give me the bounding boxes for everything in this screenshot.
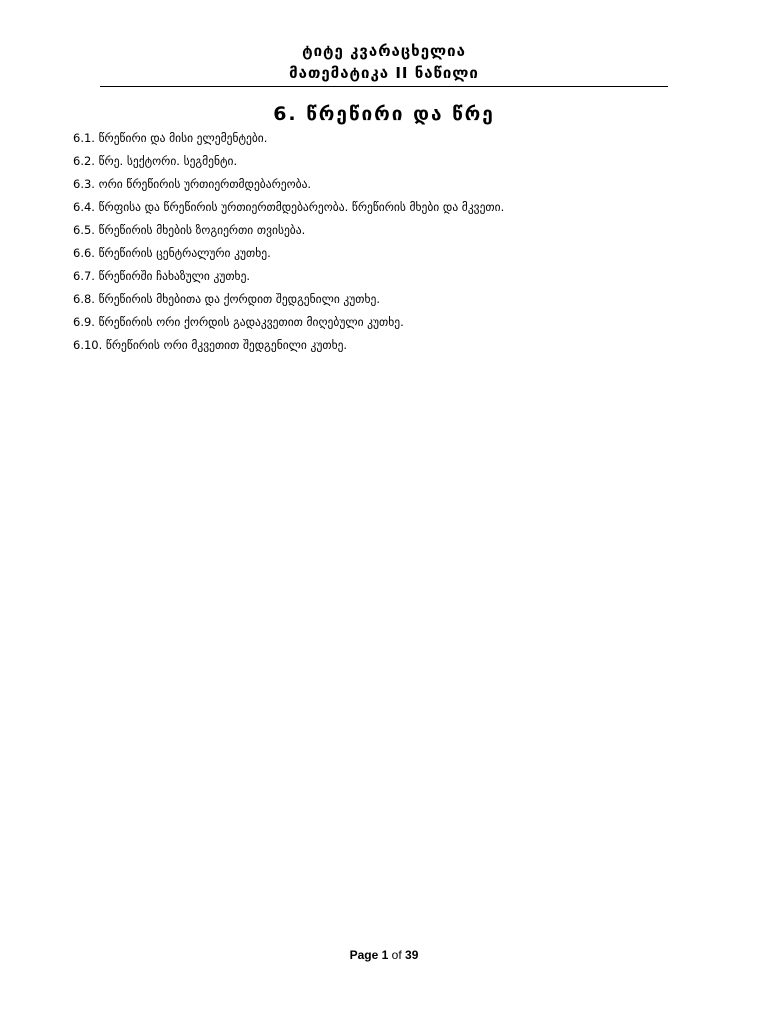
toc-item: 6.5. წრეწირის მხების ზოგიერთი თვისება. [73,223,306,237]
table-of-contents [73,127,713,357]
page-footer [0,946,768,964]
author-name: ტიტე კვარაცხელია [302,42,466,60]
toc-item: 6.3. ორი წრეწირის ურთიერთმდებარეობა. [73,177,312,191]
chapter-title: 6. წრეწირი და წრე [273,103,495,125]
toc-item: 6.8. წრეწირის მხებითა და ქორდით შედგენილი კუთხე. [73,292,381,306]
toc-item: 6.4. წრფისა და წრეწირის ურთიერთმდებარეობა. წრეწირის მხები და მკვეთი. [73,200,505,214]
page-word: Page [349,948,379,962]
toc-item: 6.9. წრეწირის ორი ქორდის გადაკვეთით მიღებული კუთხე. [73,315,404,329]
toc-item: 6.1. წრეწირი და მისი ელემენტები. [73,131,268,145]
toc-item: 6.2. წრე. სექტორი. სეგმენტი. [73,154,238,168]
document-header [0,40,768,84]
toc-item: 6.10. წრეწირის ორი მკვეთით შედგენილი კუთხე. [73,338,348,352]
toc-item: 6.7. წრეწირში ჩახაზული კუთხე. [73,269,251,283]
current-page-number: 1 [381,948,389,962]
header-divider [100,86,668,87]
book-subtitle: მათემატიკა II ნაწილი [289,64,479,82]
of-word: of [391,948,402,962]
total-pages-number: 39 [405,948,419,962]
toc-item: 6.6. წრეწირის ცენტრალური კუთხე. [73,246,271,260]
